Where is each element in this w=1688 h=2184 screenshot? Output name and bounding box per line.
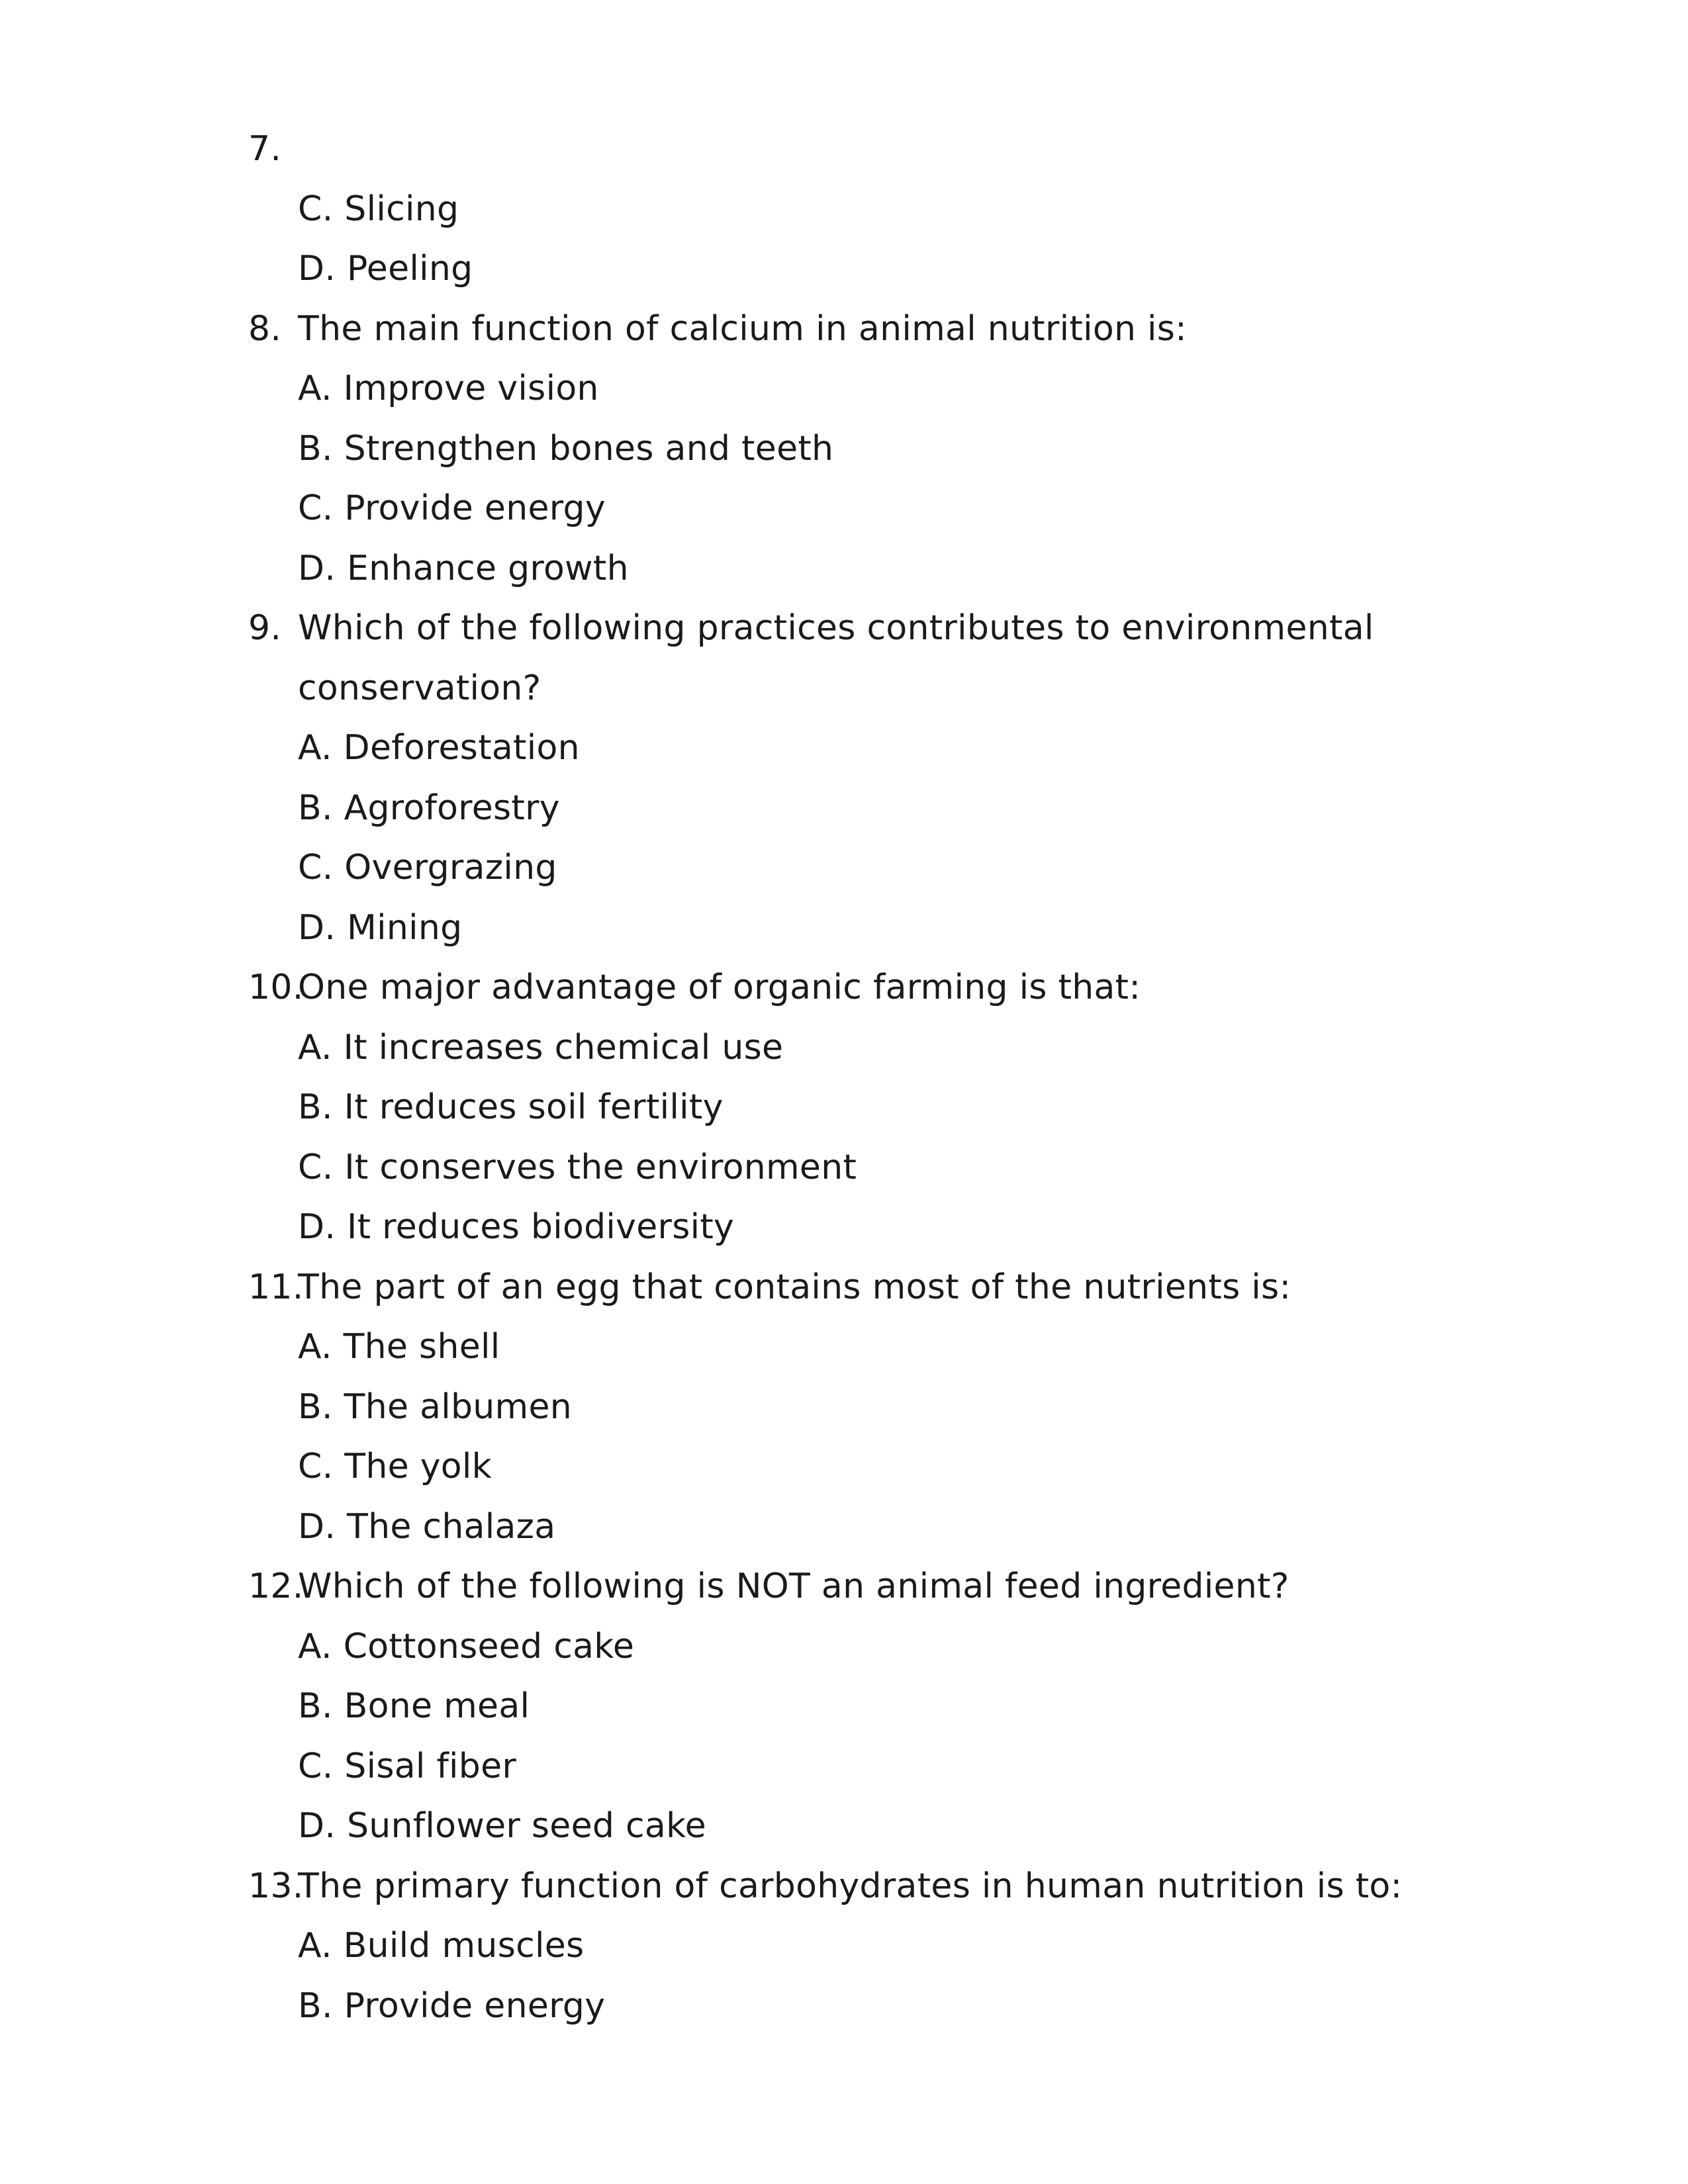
question-number: 7.	[248, 129, 282, 169]
question-number: 13.	[248, 1866, 304, 1906]
question-stem-line	[248, 1257, 1440, 1318]
question-item	[248, 299, 1440, 599]
answer-option: A. Cottonseed cake	[298, 1626, 635, 1666]
question-text: The primary function of carbohydrates in human nutrition is to:	[298, 1866, 1403, 1906]
answer-option: C. The yolk	[298, 1447, 492, 1486]
question-stem-line	[248, 299, 1440, 359]
answer-option: B. Provide energy	[298, 1985, 606, 2026]
question-number: 11.	[248, 1267, 304, 1307]
answer-option: D. The chalaza	[298, 1506, 556, 1547]
question-text: Which of the following practices contributes to environmental	[298, 608, 1374, 648]
answer-option: D. Enhance growth	[298, 548, 629, 588]
question-item	[248, 1257, 1440, 1557]
question-item	[248, 119, 1440, 299]
answer-option: C. Slicing	[298, 189, 459, 229]
question-text: The part of an egg that contains most of the nutrients is:	[298, 1267, 1291, 1307]
question-stem-line	[248, 598, 1440, 659]
question-list	[248, 119, 1440, 2036]
answer-option: A. Build muscles	[298, 1926, 585, 1966]
question-text: One major advantage of organic farming is that:	[298, 968, 1141, 1007]
answer-option: D. It reduces biodiversity	[298, 1207, 735, 1247]
answer-option: A. Improve vision	[298, 369, 599, 408]
question-text: The main function of calcium in animal nutrition is:	[298, 308, 1187, 349]
question-number: 10.	[248, 968, 304, 1007]
question-number: 8.	[248, 308, 282, 349]
answer-option: C. Provide energy	[298, 488, 606, 528]
answer-option: B. Strengthen bones and teeth	[298, 428, 834, 469]
question-stem-line	[248, 119, 1440, 179]
answer-option: D. Sunflower seed cake	[298, 1806, 706, 1846]
question-number: 9.	[248, 608, 282, 648]
question-number: 12.	[248, 1567, 304, 1606]
answer-option: B. Agroforestry	[298, 788, 560, 828]
question-text-continuation: conservation?	[298, 668, 541, 708]
answer-option: B. The albumen	[298, 1387, 573, 1427]
answer-option: A. The shell	[298, 1327, 500, 1367]
answer-option: A. Deforestation	[298, 728, 580, 768]
answer-option: C. Overgrazing	[298, 848, 557, 887]
question-item	[248, 958, 1440, 1257]
answer-option: C. Sisal fiber	[298, 1746, 517, 1786]
question-item	[248, 1557, 1440, 1856]
answer-option: D. Mining	[298, 907, 463, 948]
answer-option: D. Peeling	[298, 249, 473, 289]
question-item	[248, 1856, 1440, 2036]
question-text: Which of the following is NOT an animal feed ingredient?	[298, 1567, 1289, 1606]
question-stem-line	[248, 1856, 1440, 1917]
question-item	[248, 598, 1440, 958]
question-stem-line	[248, 1557, 1440, 1617]
answer-option: A. It increases chemical use	[298, 1027, 784, 1068]
answer-option: B. Bone meal	[298, 1686, 530, 1726]
question-stem-line	[248, 958, 1440, 1018]
answer-option: B. It reduces soil fertility	[298, 1087, 724, 1127]
answer-option: C. It conserves the environment	[298, 1147, 857, 1187]
